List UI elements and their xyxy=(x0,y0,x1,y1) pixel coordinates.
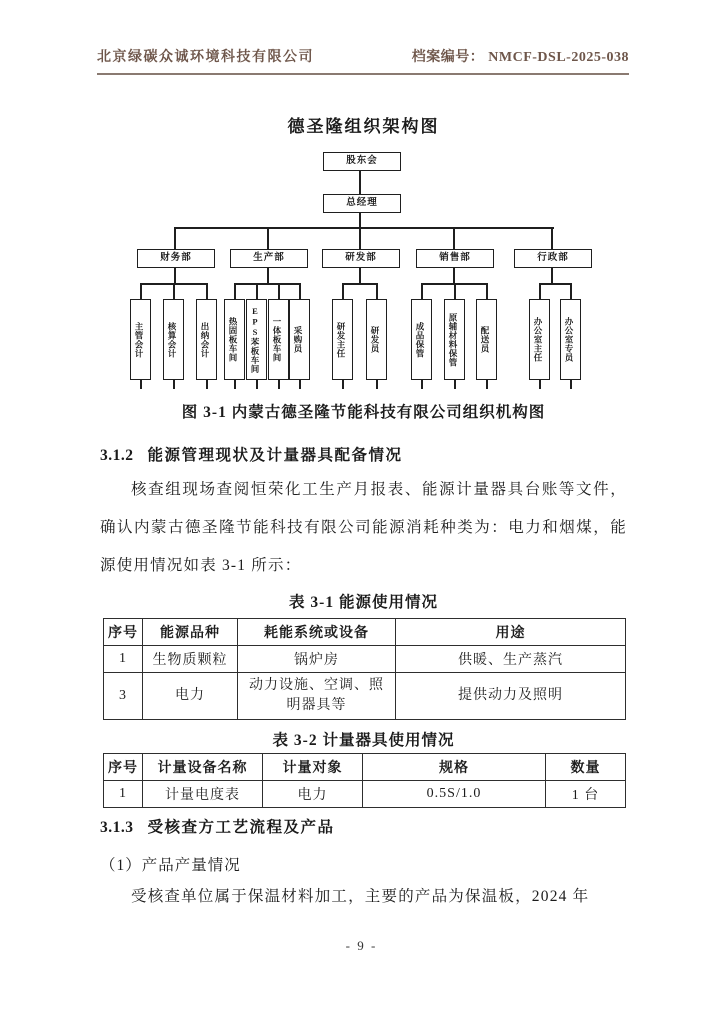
connector-line xyxy=(342,380,344,389)
org-node-eps-workshop: EPS苯板车间 xyxy=(246,299,267,380)
org-node-dept-sales: 销售部 xyxy=(416,249,494,268)
org-node-accounting: 核算会计 xyxy=(163,299,184,380)
table-row xyxy=(104,646,626,673)
connector-line xyxy=(299,283,301,299)
connector-line xyxy=(342,283,344,299)
connector-line xyxy=(267,227,269,249)
section-3-1-3-item-1: （1）产品产量情况 xyxy=(100,857,241,874)
figure-3-1-caption: 图 3-1 内蒙古德圣隆节能科技有限公司组织机构图 xyxy=(181,404,546,421)
org-node-rnd-director: 研发主任 xyxy=(332,299,353,380)
connector-line xyxy=(267,268,269,283)
org-node-root: 股东会 xyxy=(323,152,401,171)
org-node-thermoset-workshop: 热固板车间 xyxy=(224,299,245,380)
page-header xyxy=(97,46,629,75)
org-node-material-keeper: 原辅材料保管 xyxy=(444,299,465,380)
connector-line xyxy=(206,283,208,299)
table-cell: 生物质颗粒 xyxy=(143,646,238,673)
connector-line xyxy=(454,380,456,389)
connector-line xyxy=(359,171,361,194)
connector-line xyxy=(174,227,176,249)
column-header: 序号 xyxy=(104,754,143,781)
section-number: 3.1.3 xyxy=(100,819,134,836)
file-number-value: NMCF-DSL-2025-038 xyxy=(488,50,629,65)
connector-line xyxy=(421,380,423,389)
table-cell: 电力 xyxy=(263,781,363,808)
table-cell: 3 xyxy=(104,673,143,720)
table-header-row xyxy=(104,754,626,781)
table-header-row xyxy=(104,619,626,646)
table-cell: 提供动力及照明 xyxy=(396,673,626,720)
connector-line xyxy=(539,283,541,299)
connector-line xyxy=(234,380,236,389)
connector-line xyxy=(551,227,553,249)
connector-line xyxy=(234,283,236,299)
connector-line xyxy=(421,283,423,299)
connector-line xyxy=(256,283,258,299)
connector-line xyxy=(570,283,572,299)
org-node-dept-finance: 财务部 xyxy=(137,249,215,268)
column-header: 计量设备名称 xyxy=(143,754,263,781)
org-node-product-keeper: 成品保管 xyxy=(411,299,432,380)
connector-line xyxy=(453,268,455,283)
file-number-label: 档案编号： xyxy=(411,50,485,65)
column-header: 序号 xyxy=(104,619,143,646)
table-cell: 动力设施、空调、照明器具等 xyxy=(238,673,396,720)
org-node-dept-rnd: 研发部 xyxy=(322,249,400,268)
table-3-1-title: 表 3-1 能源使用情况 xyxy=(289,594,438,611)
section-3-1-2-paragraph: 核查组现场查阅恒荣化工生产月报表、能源计量器具台账等文件，确认内蒙古德圣隆节能科技有限公司能源消耗种类为：电力和烟煤，能源使用情况如表 3-1 所示： xyxy=(100,481,627,574)
table-3-2 xyxy=(103,753,626,808)
connector-line xyxy=(174,268,176,283)
connector-line xyxy=(551,268,553,283)
section-title: 能源管理现状及计量器具配备情况 xyxy=(147,447,403,464)
org-chart xyxy=(100,146,627,396)
connector-line xyxy=(486,380,488,389)
connector-line xyxy=(570,380,572,389)
connector-line xyxy=(256,380,258,389)
section-3-1-2-heading xyxy=(100,443,627,465)
table-row xyxy=(104,781,626,808)
table-3-2-title: 表 3-2 计量器具使用情况 xyxy=(272,732,455,749)
column-header: 计量对象 xyxy=(263,754,363,781)
connector-line xyxy=(278,283,280,299)
connector-line xyxy=(486,283,488,299)
org-node-purchaser: 采购员 xyxy=(289,299,310,380)
connector-line xyxy=(359,227,361,249)
table-cell: 1 xyxy=(104,646,143,673)
connector-line xyxy=(539,380,541,389)
section-3-1-3-heading xyxy=(100,815,627,837)
header-file-number xyxy=(412,46,629,66)
org-node-panel-workshop: 一体板车间 xyxy=(268,299,289,380)
connector-line xyxy=(453,227,455,249)
connector-line xyxy=(359,213,361,227)
connector-line xyxy=(359,268,361,283)
connector-line xyxy=(454,283,456,299)
org-node-dept-admin: 行政部 xyxy=(514,249,592,268)
connector-line xyxy=(342,283,378,285)
connector-line xyxy=(140,380,142,389)
connector-line xyxy=(539,283,572,285)
section-number: 3.1.2 xyxy=(100,447,134,464)
table-cell: 1 xyxy=(104,781,143,808)
column-header: 能源品种 xyxy=(143,619,238,646)
connector-line xyxy=(173,283,175,299)
table-cell: 计量电度表 xyxy=(143,781,263,808)
org-node-cashier: 出纳会计 xyxy=(196,299,217,380)
column-header: 耗能系统或设备 xyxy=(238,619,396,646)
connector-line xyxy=(278,380,280,389)
connector-line xyxy=(376,380,378,389)
connector-line xyxy=(376,283,378,299)
table-cell: 0.5S/1.0 xyxy=(363,781,546,808)
org-node-chief-accountant: 主管会计 xyxy=(130,299,151,380)
column-header: 用途 xyxy=(396,619,626,646)
org-node-rnd-staff: 研发员 xyxy=(366,299,387,380)
org-node-general-manager: 总经理 xyxy=(323,194,401,213)
column-header: 数量 xyxy=(546,754,626,781)
table-cell: 1 台 xyxy=(546,781,626,808)
connector-line xyxy=(175,227,554,229)
connector-line xyxy=(299,380,301,389)
connector-line xyxy=(234,283,301,285)
section-3-1-3-paragraph: 受核查单位属于保温材料加工，主要的产品为保温板，2024 年 xyxy=(131,888,590,905)
column-header: 规格 xyxy=(363,754,546,781)
connector-line xyxy=(173,380,175,389)
table-cell: 电力 xyxy=(143,673,238,720)
org-node-office-clerk: 办公室专员 xyxy=(560,299,581,380)
connector-line xyxy=(140,283,142,299)
section-title: 受核查方工艺流程及产品 xyxy=(147,819,335,836)
header-company-name: 北京绿碳众诚环境科技有限公司 xyxy=(97,50,314,65)
table-cell: 供暖、生产蒸汽 xyxy=(396,646,626,673)
org-chart-title: 德圣隆组织架构图 xyxy=(287,117,440,136)
table-row xyxy=(104,673,626,720)
table-3-1 xyxy=(103,618,626,720)
org-node-delivery-staff: 配送员 xyxy=(476,299,497,380)
table-cell: 锅炉房 xyxy=(238,646,396,673)
org-node-dept-production: 生产部 xyxy=(230,249,308,268)
connector-line xyxy=(206,380,208,389)
org-node-office-director: 办公室主任 xyxy=(529,299,550,380)
page-number: - 9 - xyxy=(345,938,378,953)
